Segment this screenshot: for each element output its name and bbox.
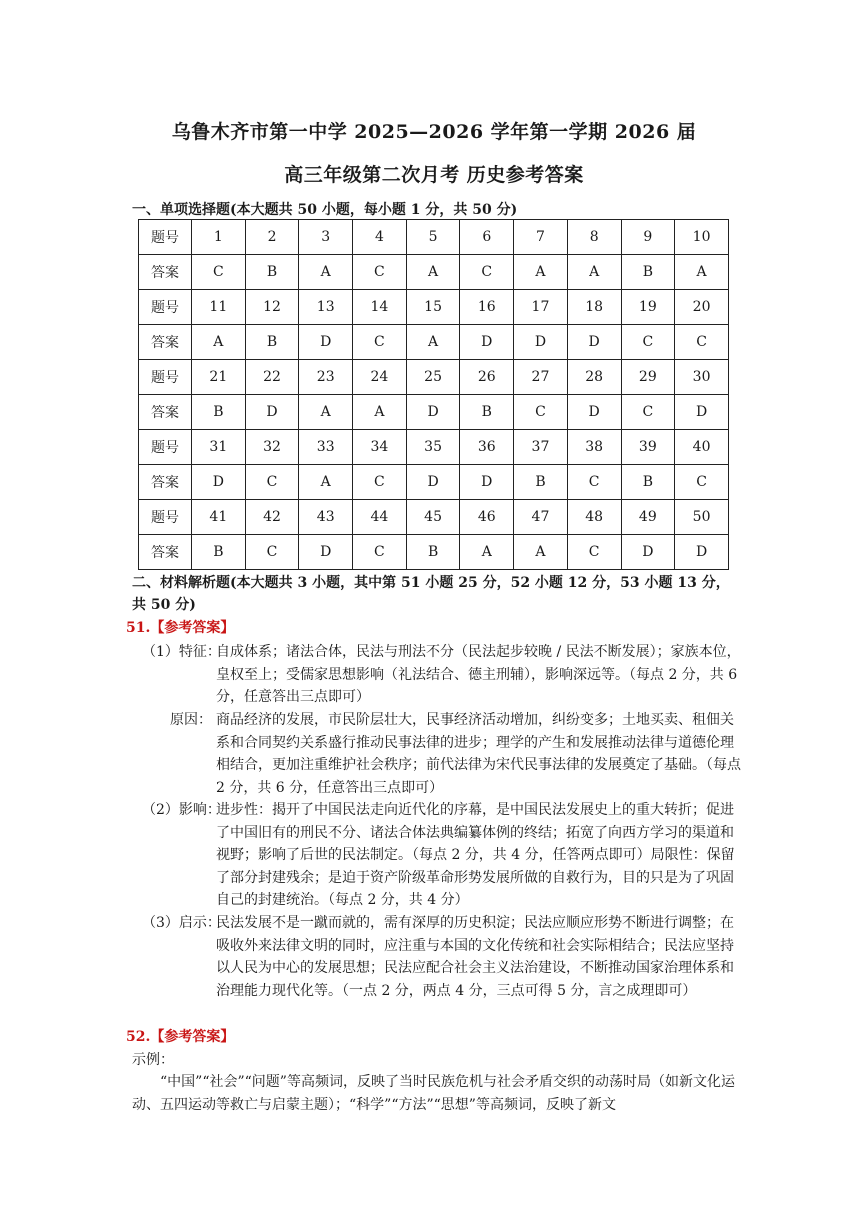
- q51-heading: 51.【参考答案】: [126, 620, 235, 636]
- answer-row-label: 答案: [139, 535, 192, 570]
- answer-cell: A: [675, 255, 729, 290]
- number-cell: 7: [514, 220, 568, 255]
- answer-cell: D: [675, 395, 729, 430]
- number-cell: 38: [567, 430, 621, 465]
- number-row-label: 题号: [139, 360, 192, 395]
- number-cell: 43: [299, 500, 353, 535]
- answer-cell: D: [460, 465, 514, 500]
- page-subtitle: 高三年级第二次月考 历史参考答案: [284, 164, 584, 186]
- number-cell: 15: [406, 290, 460, 325]
- number-cell: 48: [567, 500, 621, 535]
- answer-cell: C: [621, 325, 675, 360]
- number-cell: 23: [299, 360, 353, 395]
- answer-cell: D: [406, 465, 460, 500]
- q51-part1-text: 自成体系；诸法合体，民法与刑法不分（民法起步较晚 / 民法不断发展）；家族本位，皇权至上；受儒家思想影响（礼法结合、德主刑辅），影响深远等。（每点 2 分，共 6 分，任意答出三点即可）: [216, 644, 741, 705]
- answer-cell: B: [245, 325, 299, 360]
- number-cell: 40: [675, 430, 729, 465]
- number-cell: 41: [192, 500, 246, 535]
- answer-cell: A: [567, 255, 621, 290]
- answer-cell: A: [299, 465, 353, 500]
- number-cell: 8: [567, 220, 621, 255]
- answer-cell: C: [567, 535, 621, 570]
- q52-heading: 52.【参考答案】: [126, 1029, 235, 1045]
- answer-cell: C: [675, 465, 729, 500]
- answer-cell: A: [406, 325, 460, 360]
- number-cell: 10: [675, 220, 729, 255]
- number-cell: 18: [567, 290, 621, 325]
- section-2-heading: 二、材料解析题(本大题共 3 小题，其中第 51 小题 25 分，52 小题 12 分，53 小题 13 分，共 50 分): [132, 575, 730, 613]
- answer-row-label: 答案: [139, 325, 192, 360]
- answer-cell: C: [353, 325, 407, 360]
- number-cell: 29: [621, 360, 675, 395]
- number-cell: 37: [514, 430, 568, 465]
- answer-cell: B: [245, 255, 299, 290]
- answer-cell: A: [406, 255, 460, 290]
- number-cell: 6: [460, 220, 514, 255]
- answer-cell: D: [567, 395, 621, 430]
- answer-cell: B: [192, 395, 246, 430]
- number-row: [139, 220, 729, 255]
- answer-cell: D: [299, 325, 353, 360]
- number-cell: 20: [675, 290, 729, 325]
- answer-row: [139, 325, 729, 360]
- answer-cell: B: [406, 535, 460, 570]
- answer-cell: C: [353, 465, 407, 500]
- number-cell: 17: [514, 290, 568, 325]
- answer-table: [138, 219, 729, 570]
- number-cell: 28: [567, 360, 621, 395]
- number-cell: 25: [406, 360, 460, 395]
- answer-cell: A: [299, 395, 353, 430]
- answer-cell: D: [192, 465, 246, 500]
- number-cell: 22: [245, 360, 299, 395]
- number-cell: 13: [299, 290, 353, 325]
- answer-row: [139, 465, 729, 500]
- number-cell: 36: [460, 430, 514, 465]
- answer-cell: C: [353, 535, 407, 570]
- q51-part2-label: （2）影响：: [142, 802, 221, 818]
- number-cell: 44: [353, 500, 407, 535]
- q51-part2-text: 进步性：揭开了中国民法走向近代化的序幕，是中国民法发展史上的重大转折；促进了中国旧有的刑民不分、诸法合体法典编纂体例的终结；拓宽了向西方学习的渠道和视野；影响了后世的民法制定。（每点 2 分，共 4 分，任答两点即可）局限性：保留了部分封建残余；是迫于资产阶级革命形势发展所做的自救行为，目的只是为了巩固自己的封建统治。（每点 2 分，共 4 分）: [216, 802, 735, 908]
- answer-cell: A: [460, 535, 514, 570]
- number-row-label: 题号: [139, 220, 192, 255]
- number-cell: 27: [514, 360, 568, 395]
- number-cell: 16: [460, 290, 514, 325]
- page-title: 乌鲁木齐市第一中学 2025—2026 学年第一学期 2026 届: [171, 121, 697, 143]
- number-cell: 32: [245, 430, 299, 465]
- number-cell: 12: [245, 290, 299, 325]
- answer-cell: D: [675, 535, 729, 570]
- answer-cell: B: [514, 465, 568, 500]
- answer-cell: D: [245, 395, 299, 430]
- answer-cell: A: [299, 255, 353, 290]
- answer-cell: C: [192, 255, 246, 290]
- answer-cell: C: [245, 535, 299, 570]
- answer-cell: D: [621, 535, 675, 570]
- q51-reason-text: 商品经济的发展，市民阶层壮大，民事经济活动增加，纠纷变多；土地买卖、租佃关系和合同契约关系盛行推动民事法律的进步；理学的产生和发展推动法律与道德伦理相结合，更加注重维护社会秩序；前代法律为宋代民事法律的发展奠定了基础。（每点 2 分，共 6 分，任意答出三点即可）: [216, 712, 741, 796]
- number-cell: 31: [192, 430, 246, 465]
- answer-cell: B: [460, 395, 514, 430]
- number-row-label: 题号: [139, 430, 192, 465]
- answer-cell: D: [299, 535, 353, 570]
- number-cell: 9: [621, 220, 675, 255]
- answer-cell: C: [353, 255, 407, 290]
- answer-cell: A: [514, 255, 568, 290]
- number-cell: 46: [460, 500, 514, 535]
- number-cell: 33: [299, 430, 353, 465]
- section-1-heading: 一、单项选择题(本大题共 50 小题，每小题 1 分，共 50 分): [132, 202, 518, 218]
- number-cell: 19: [621, 290, 675, 325]
- answer-cell: C: [460, 255, 514, 290]
- answer-cell: A: [353, 395, 407, 430]
- answer-cell: A: [514, 535, 568, 570]
- number-cell: 2: [245, 220, 299, 255]
- number-row: [139, 430, 729, 465]
- answer-cell: C: [567, 465, 621, 500]
- answer-cell: C: [675, 325, 729, 360]
- number-cell: 35: [406, 430, 460, 465]
- number-cell: 34: [353, 430, 407, 465]
- number-row: [139, 360, 729, 395]
- number-cell: 14: [353, 290, 407, 325]
- answer-cell: A: [192, 325, 246, 360]
- number-row-label: 题号: [139, 500, 192, 535]
- answer-cell: C: [245, 465, 299, 500]
- answer-cell: B: [621, 255, 675, 290]
- answer-cell: D: [406, 395, 460, 430]
- number-cell: 50: [675, 500, 729, 535]
- number-cell: 26: [460, 360, 514, 395]
- answer-row: [139, 395, 729, 430]
- number-row: [139, 290, 729, 325]
- answer-row-label: 答案: [139, 395, 192, 430]
- q52-example-label: 示例：: [132, 1052, 174, 1068]
- answer-row-label: 答案: [139, 465, 192, 500]
- number-cell: 5: [406, 220, 460, 255]
- q51-part3-text: 民法发展不是一蹴而就的，需有深厚的历史积淀；民法应顺应形势不断进行调整；在吸收外来法律文明的同时，应注重与本国的文化传统和社会实际相结合；民法应坚持以人民为中心的发展思想；民法应配合社会主义法治建设，不断推动国家治理体系和治理能力现代化等。（一点 2 分，两点 4 分，三点可得 5 分，言之成理即可）: [216, 915, 734, 999]
- number-cell: 1: [192, 220, 246, 255]
- number-cell: 42: [245, 500, 299, 535]
- answer-cell: D: [460, 325, 514, 360]
- answer-row-label: 答案: [139, 255, 192, 290]
- q51-reason-label: 原因：: [170, 712, 212, 728]
- q51-part1-label: （1）特征：: [142, 644, 221, 660]
- number-cell: 45: [406, 500, 460, 535]
- q52-example-text: “中国”“社会”“问题”等高频词，反映了当时民族危机与社会矛盾交织的动荡时局（如新文化运动、五四运动等救亡与启蒙主题）；“科学”“方法”“思想”等高频词，反映了新文: [132, 1074, 735, 1113]
- number-cell: 39: [621, 430, 675, 465]
- number-cell: 11: [192, 290, 246, 325]
- answer-row: [139, 255, 729, 290]
- number-row-label: 题号: [139, 290, 192, 325]
- number-cell: 30: [675, 360, 729, 395]
- answer-cell: B: [621, 465, 675, 500]
- q51-part3-label: （3）启示：: [142, 915, 221, 931]
- answer-row: [139, 535, 729, 570]
- answer-cell: B: [192, 535, 246, 570]
- number-cell: 47: [514, 500, 568, 535]
- answer-cell: D: [567, 325, 621, 360]
- number-cell: 4: [353, 220, 407, 255]
- number-cell: 3: [299, 220, 353, 255]
- number-cell: 21: [192, 360, 246, 395]
- answer-cell: C: [514, 395, 568, 430]
- number-row: [139, 500, 729, 535]
- number-cell: 49: [621, 500, 675, 535]
- number-cell: 24: [353, 360, 407, 395]
- answer-cell: D: [514, 325, 568, 360]
- answer-cell: C: [621, 395, 675, 430]
